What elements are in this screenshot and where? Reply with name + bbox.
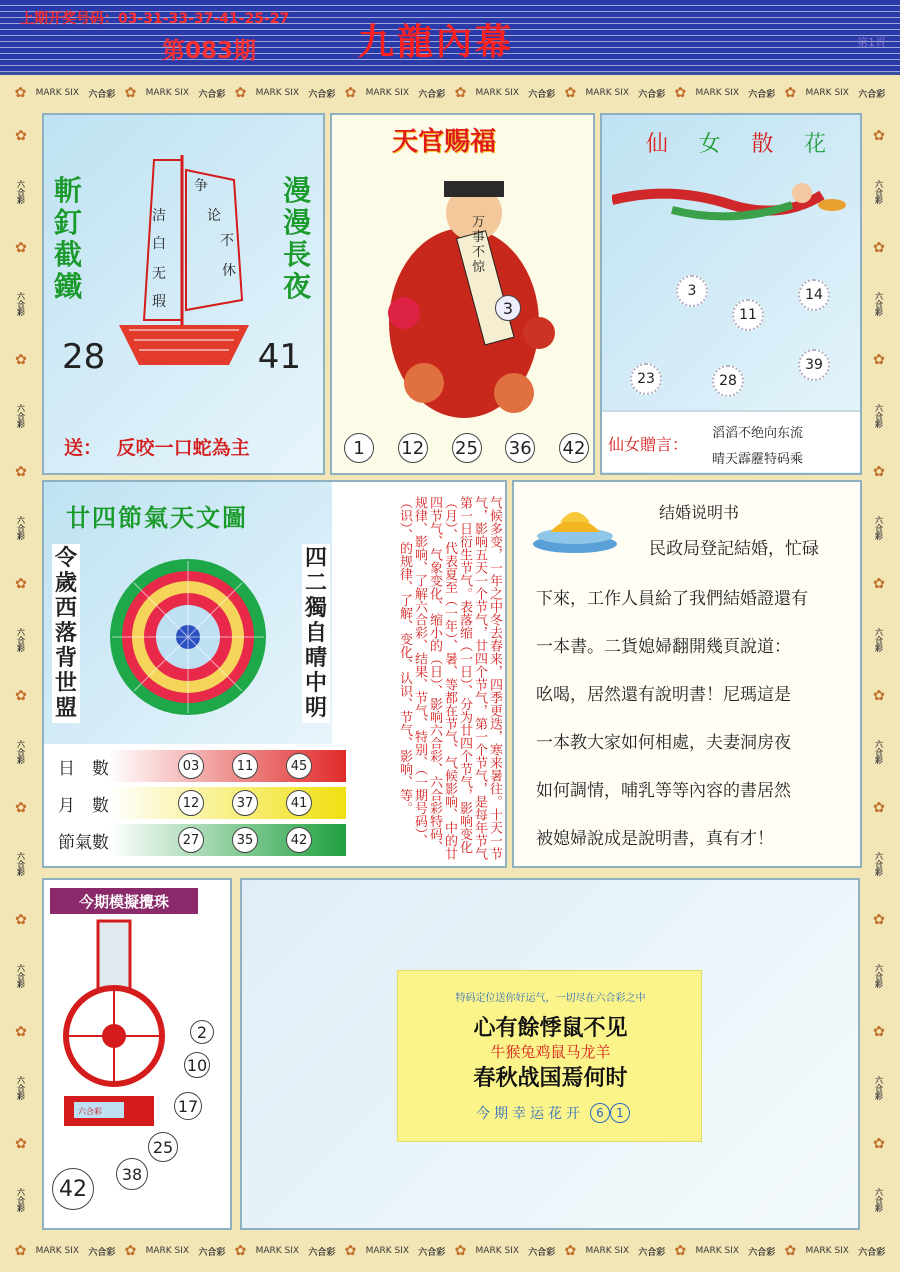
border-brand-text: 六合彩 [528, 89, 556, 100]
sail-word: 白 [152, 236, 166, 252]
solar-number-ball: 37 [232, 790, 258, 816]
fairy-title [646, 127, 826, 158]
fairy-gift-line-1: 滔滔不绝向东流 [712, 426, 804, 441]
flower-icon: ✿ [454, 85, 467, 101]
tianguan-number-ball: 12 [398, 433, 428, 463]
border-brand-text: 六合彩 [858, 89, 886, 100]
tianguan-number-ball: 25 [452, 433, 482, 463]
border-mark-text: MARK SIX [255, 1246, 300, 1256]
send-line [64, 433, 250, 460]
border-brand-text: 六合彩 [16, 964, 26, 988]
fairy-gift-label: 仙女贈言： [608, 435, 689, 454]
solar-row [50, 750, 346, 782]
border-mark-text: MARK SIX [475, 1246, 520, 1256]
border-mark-text: MARK SIX [805, 88, 849, 98]
marriage-line: 下來，工作人員給了我們結婚證還有 [536, 589, 808, 609]
flower-icon: ✿ [873, 912, 885, 928]
fairy-gift-box [602, 410, 860, 472]
sail-word: 争 [194, 178, 208, 194]
sailboat-panel [42, 113, 325, 475]
marriage-line: 如何調情，哺乳等等內容的書居然 [536, 781, 791, 801]
lottery-title: 今期模擬攪珠 [50, 888, 198, 914]
solar-number-ball: 11 [232, 753, 258, 779]
left-phrase: 斬釘截鐵 [54, 174, 83, 303]
gold-ingots-image [530, 496, 620, 556]
border-brand-text: 六合彩 [308, 1247, 336, 1258]
flower-icon: ✿ [873, 128, 885, 144]
solar-number-ball: 03 [178, 753, 204, 779]
border-brand-text: 六合彩 [874, 852, 884, 876]
flower-icon: ✿ [15, 800, 27, 816]
border-mark-text: MARK SIX [805, 1246, 849, 1256]
flower-icon: ✿ [344, 85, 357, 101]
solar-number-ball: 45 [286, 753, 312, 779]
lottery-panel [42, 878, 232, 1230]
solar-number-ball: 42 [286, 827, 312, 853]
border-mark-text: MARK SIX [585, 88, 630, 98]
solar-panel [42, 480, 507, 868]
fairy-title-char: 女 [698, 132, 721, 157]
deity-badge: 3 [495, 295, 521, 321]
border-brand-text: 六合彩 [198, 89, 226, 100]
poem-text: 气候多变，一年之中冬去春来，四季更迭，寒来暑往。十天一节气，影响五天一个节气，廿四个节气，第一个节气，是每年节气第一日衍生节气。表落缩（一日）、分为廿四个节气，影响变化（月）、代表夏至（一年）、暑、等都在节气、气候影响、中的廿四节气、气象变化、缩小的（日）、影响六合彩、六合彩特码、规律、影响、了解六合彩、结果、节气、特别、（一期号码）、（识）、的规律、了解、变化、认识、节气、影响、等。 [397, 496, 502, 860]
solar-left-text: 令歲西落背世盟 [52, 544, 80, 723]
flower-icon: ✿ [873, 1024, 885, 1040]
drawn-ball: 10 [184, 1052, 210, 1078]
border-bottom [10, 1238, 890, 1264]
page-number: 第1頁 [857, 36, 886, 49]
border-mark-text: MARK SIX [255, 88, 300, 98]
flower-icon: ✿ [674, 1243, 687, 1259]
fairy-number-flower: 39 [798, 349, 830, 381]
yellow-line-3: 春秋战国焉何时 [473, 1066, 628, 1091]
border-brand-text: 六合彩 [16, 628, 26, 652]
border-brand-text: 六合彩 [748, 1247, 776, 1258]
border-mark-text: MARK SIX [35, 88, 80, 98]
solar-row [50, 824, 346, 856]
border-mark-text: MARK SIX [145, 88, 190, 98]
solar-row-label: 日 數 [58, 758, 109, 779]
flower-icon: ✿ [124, 85, 137, 101]
drawn-ball: 17 [174, 1092, 202, 1120]
border-brand-text: 六合彩 [16, 516, 26, 540]
luck-number-ball: 6 [590, 1103, 610, 1123]
flower-icon: ✿ [873, 240, 885, 256]
flower-icon: ✿ [344, 1243, 357, 1259]
tianguan-panel [330, 113, 595, 475]
flower-icon: ✿ [564, 1243, 577, 1259]
border-brand-text: 六合彩 [528, 1247, 556, 1258]
flower-icon: ✿ [15, 464, 27, 480]
flower-icon: ✿ [234, 1243, 247, 1259]
fairy-panel [600, 113, 862, 475]
fairy-number-flower: 23 [630, 363, 662, 395]
sail-word: 休 [222, 263, 236, 279]
send-label: 送： [64, 437, 103, 459]
flower-icon: ✿ [14, 85, 27, 101]
sail-word: 瑕 [152, 294, 166, 310]
sail-word: 论 [207, 208, 221, 224]
solar-number-ball: 12 [178, 790, 204, 816]
solar-row [50, 787, 346, 819]
tianguan-title: 天官赐福 [392, 127, 497, 157]
flower-icon: ✿ [15, 128, 27, 144]
border-mark-text: MARK SIX [695, 88, 739, 98]
tianguan-number-ball: 1 [344, 433, 374, 463]
border-brand-text: 六合彩 [874, 740, 884, 764]
flower-icon: ✿ [15, 688, 27, 704]
luck-line [476, 1103, 630, 1123]
machine-label: 六合彩 [78, 1107, 102, 1116]
border-mark-text: MARK SIX [145, 1246, 190, 1256]
flower-icon: ✿ [873, 688, 885, 704]
sail-word: 不 [220, 233, 234, 249]
border-left [8, 110, 34, 1230]
border-brand-text: 六合彩 [16, 1076, 26, 1100]
fairy-number-flower: 3 [676, 275, 708, 307]
border-brand-text: 六合彩 [198, 1247, 226, 1258]
border-brand-text: 六合彩 [874, 404, 884, 428]
border-brand-text: 六合彩 [874, 292, 884, 316]
flower-icon: ✿ [564, 85, 577, 101]
solar-number-ball: 35 [232, 827, 258, 853]
solar-title: 廿四節氣天文圖 [66, 503, 248, 532]
border-brand-text: 六合彩 [874, 1188, 884, 1212]
flower-icon: ✿ [873, 800, 885, 816]
drawn-ball: 38 [116, 1158, 148, 1190]
fairy-title-char: 仙 [646, 132, 669, 157]
border-brand-text: 六合彩 [418, 89, 446, 100]
right-phrase: 漫漫長夜 [283, 174, 312, 303]
fairy-image [612, 175, 852, 245]
tianguan-number-ball: 36 [505, 433, 535, 463]
border-brand-text: 六合彩 [874, 1076, 884, 1100]
flower-icon: ✿ [15, 912, 27, 928]
border-mark-text: MARK SIX [365, 88, 410, 98]
border-mark-text: MARK SIX [365, 1246, 410, 1256]
border-mark-text: MARK SIX [475, 88, 520, 98]
luck-numbers [590, 1103, 630, 1123]
fairy-number-flower: 14 [798, 279, 830, 311]
border-brand-text: 六合彩 [874, 964, 884, 988]
page-title: 九龍內幕 [358, 21, 515, 63]
luck-label: 今期幸运花开 [476, 1106, 584, 1122]
border-mark-text: MARK SIX [585, 1246, 630, 1256]
yellow-line-2: 牛猴兔鸡鼠马龙羊 [490, 1043, 611, 1061]
marriage-line: 一本書。二貨媳婦翻開幾頁說道： [536, 637, 791, 657]
marriage-line: 一本教大家如何相處，夫妻洞房夜 [536, 733, 791, 753]
luck-number-ball: 1 [610, 1103, 630, 1123]
solar-right-text: 四二獨自晴中明 [302, 544, 330, 723]
sail-word: 洁 [152, 208, 166, 224]
marriage-title: 结婚说明书 [659, 503, 740, 522]
border-brand-text: 六合彩 [874, 516, 884, 540]
flower-icon: ✿ [873, 1136, 885, 1152]
lottery-machine-image [54, 916, 174, 1136]
center-bottom-panel [240, 878, 860, 1230]
border-brand-text: 六合彩 [308, 89, 336, 100]
border-brand-text: 六合彩 [638, 1247, 666, 1258]
yellow-line-1: 心有餘悸鼠不见 [473, 1016, 628, 1041]
sail-word: 无 [152, 266, 166, 282]
marriage-line: 吆喝，居然還有說明書！尼瑪這是 [536, 685, 791, 705]
border-brand-text: 六合彩 [874, 180, 884, 204]
drawn-ball: 2 [190, 1020, 214, 1044]
flower-icon: ✿ [15, 240, 27, 256]
yellow-card [397, 970, 702, 1142]
flower-icon: ✿ [15, 1136, 27, 1152]
solar-number-rows [50, 750, 346, 861]
tianguan-numbers [344, 433, 589, 463]
flower-icon: ✿ [873, 576, 885, 592]
flower-icon: ✿ [15, 576, 27, 592]
flower-icon: ✿ [873, 464, 885, 480]
left-number: 28 [62, 337, 106, 377]
flower-icon: ✿ [15, 1024, 27, 1040]
right-number: 41 [257, 337, 301, 377]
yellow-top-text: 特码定位送你好运气，一切尽在六合彩之中 [455, 993, 646, 1004]
border-brand-text: 六合彩 [874, 628, 884, 652]
border-brand-text: 六合彩 [88, 1247, 116, 1258]
flower-icon: ✿ [873, 352, 885, 368]
tianguan-number-ball: 42 [559, 433, 589, 463]
fairy-title-char: 散 [751, 132, 774, 157]
send-text: 反咬一口蛇為主 [116, 437, 250, 459]
border-brand-text: 六合彩 [638, 89, 666, 100]
flower-icon: ✿ [14, 1243, 27, 1259]
solar-wheel-image [108, 557, 268, 717]
solar-number-ball: 27 [178, 827, 204, 853]
border-brand-text: 六合彩 [748, 89, 776, 100]
border-mark-text: MARK SIX [35, 1246, 80, 1256]
border-brand-text: 六合彩 [418, 1247, 446, 1258]
solar-number-ball: 41 [286, 790, 312, 816]
border-brand-text: 六合彩 [16, 292, 26, 316]
solar-row-label: 月 數 [58, 795, 109, 816]
border-brand-text: 六合彩 [858, 1247, 886, 1258]
flower-icon: ✿ [674, 85, 687, 101]
border-brand-text: 六合彩 [88, 89, 116, 100]
marriage-panel [512, 480, 862, 868]
flower-icon: ✿ [784, 1243, 797, 1259]
last-draw-numbers: 上期开奖号码：03-31-33-37-41-25-27 [20, 11, 290, 27]
flower-icon: ✿ [454, 1243, 467, 1259]
border-brand-text: 六合彩 [16, 1188, 26, 1212]
drawn-ball: 42 [52, 1168, 94, 1210]
fairy-number-flower: 11 [732, 299, 764, 331]
border-brand-text: 六合彩 [16, 852, 26, 876]
border-brand-text: 六合彩 [16, 404, 26, 428]
border-mark-text: MARK SIX [695, 1246, 739, 1256]
deity-image [354, 163, 574, 423]
marriage-line: 民政局登記結婚，忙碌 [649, 539, 819, 559]
flower-icon: ✿ [784, 85, 797, 101]
solar-row-label: 節氣數 [58, 832, 109, 853]
flower-icon: ✿ [124, 1243, 137, 1259]
scroll-text: 万事不惊 [472, 215, 486, 275]
issue-number: 第083期 [162, 38, 257, 64]
fairy-title-char: 花 [803, 132, 826, 157]
border-top [10, 80, 890, 106]
header-banner [0, 0, 900, 72]
border-brand-text: 六合彩 [16, 740, 26, 764]
border-brand-text: 六合彩 [16, 180, 26, 204]
flower-icon: ✿ [234, 85, 247, 101]
fairy-number-flower: 28 [712, 365, 744, 397]
drawn-ball: 25 [148, 1132, 178, 1162]
fairy-gift-line-2: 晴天霹靂特码乘 [712, 452, 804, 467]
marriage-line: 被媳婦說成是說明書，真有才！ [536, 829, 774, 849]
border-right [866, 110, 892, 1230]
flower-icon: ✿ [15, 352, 27, 368]
